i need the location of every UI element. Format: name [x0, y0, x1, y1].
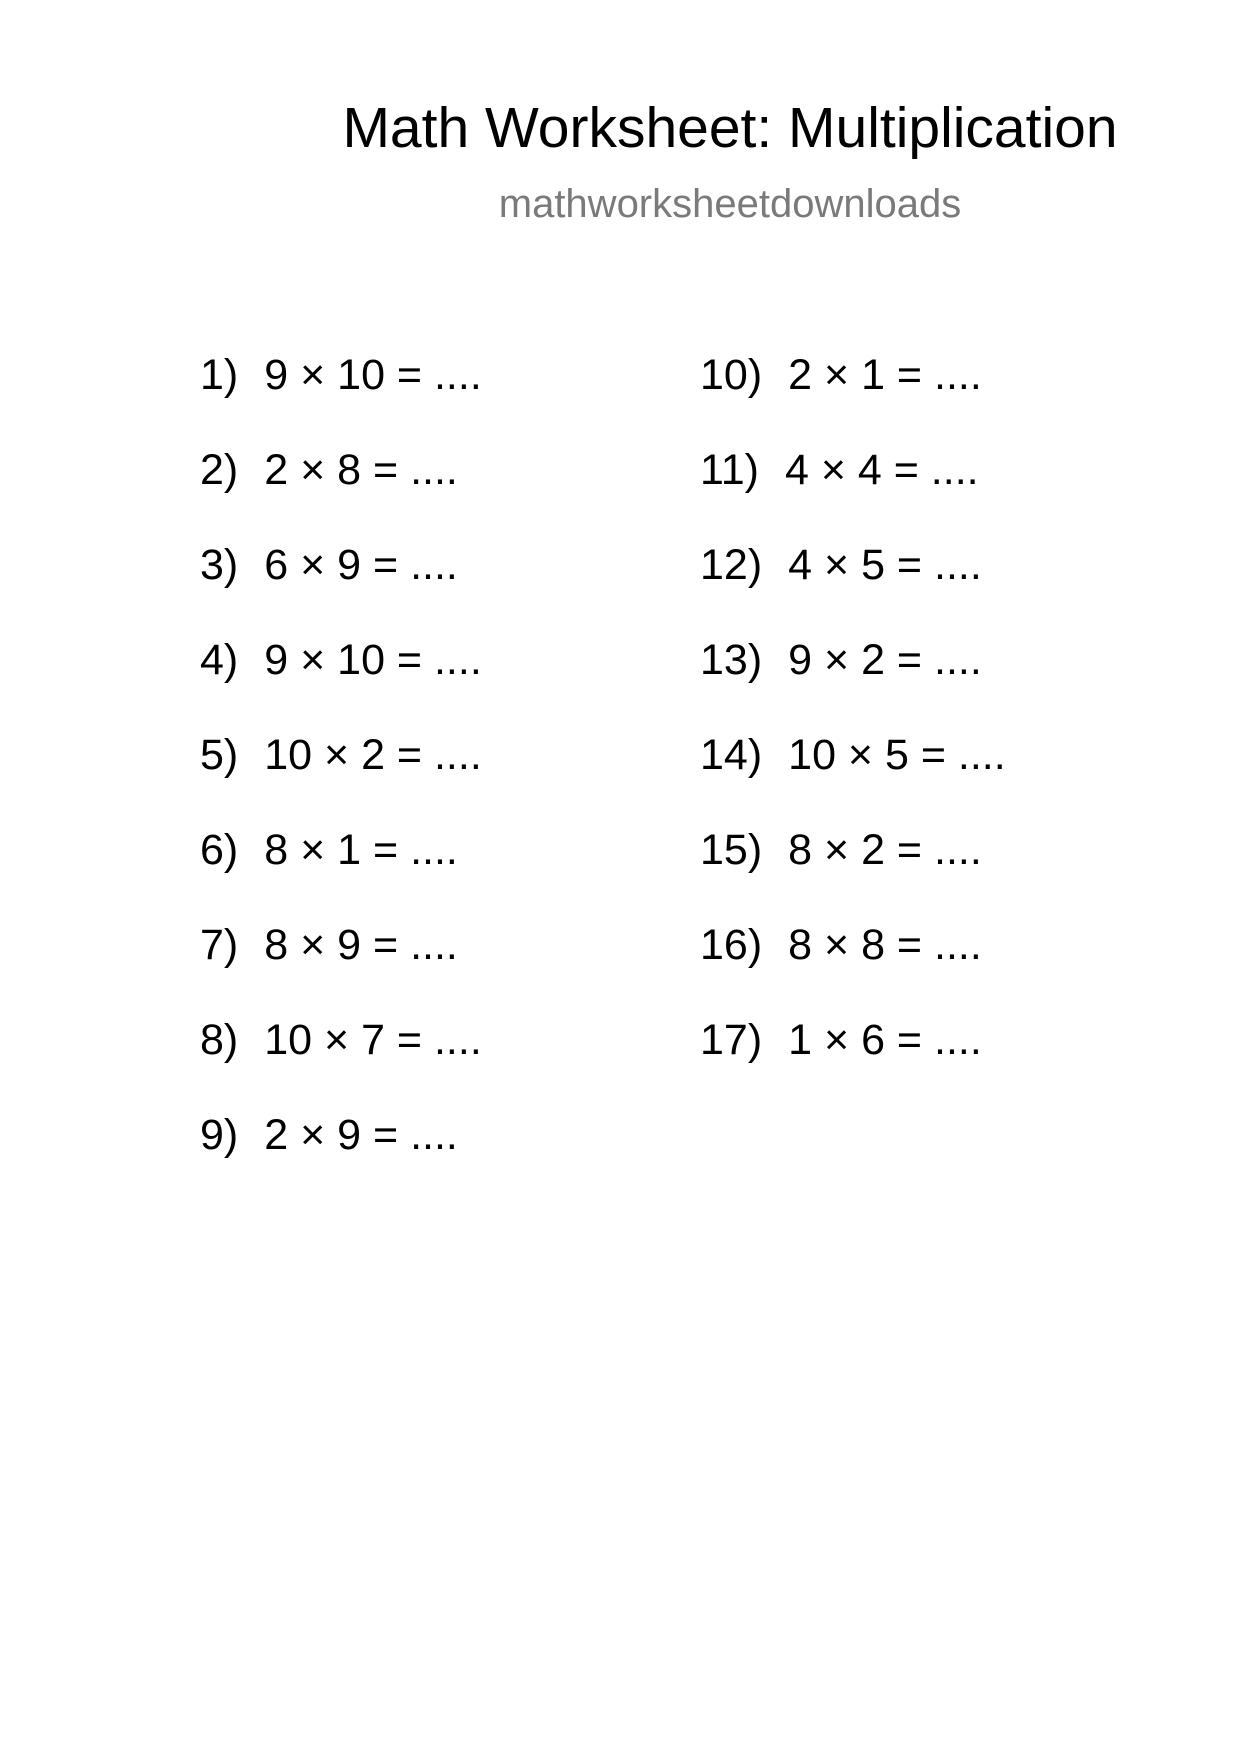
problem-number: 6) — [200, 826, 239, 874]
problem-item — [700, 825, 1006, 920]
problem-expression: 2 × 9 = .... — [264, 1111, 458, 1159]
problem-expression: 9 × 10 = .... — [264, 351, 482, 399]
worksheet-title: Math Worksheet: Multiplication — [342, 96, 1118, 160]
problem-expression: 2 × 1 = .... — [788, 351, 982, 399]
problem-number: 2) — [200, 446, 239, 494]
problem-item — [700, 445, 1006, 540]
problem-number: 8) — [200, 1016, 239, 1064]
problem-expression: 8 × 1 = .... — [264, 826, 458, 874]
problem-expression: 4 × 5 = .... — [788, 541, 982, 589]
problem-item — [200, 350, 482, 445]
problem-expression: 6 × 9 = .... — [264, 541, 458, 589]
problem-number: 13) — [700, 636, 763, 684]
problem-item — [700, 1015, 1006, 1110]
problem-number: 1) — [200, 351, 239, 399]
problem-number: 14) — [700, 731, 763, 779]
problem-number: 15) — [700, 826, 763, 874]
problem-item — [200, 445, 482, 540]
problem-item — [700, 350, 1006, 445]
problem-item — [200, 825, 482, 920]
problem-item — [200, 1110, 482, 1205]
problem-number: 7) — [200, 921, 239, 969]
problem-expression: 1 × 6 = .... — [788, 1016, 982, 1064]
worksheet-source: mathworksheetdownloads — [498, 182, 962, 226]
problem-number: 16) — [700, 921, 763, 969]
problem-expression: 10 × 2 = .... — [264, 731, 482, 779]
problem-expression: 10 × 7 = .... — [264, 1016, 482, 1064]
problem-number: 4) — [200, 636, 239, 684]
problem-number: 3) — [200, 541, 239, 589]
problem-item — [200, 1015, 482, 1110]
problem-expression: 10 × 5 = .... — [788, 731, 1006, 779]
problem-column-left — [200, 350, 482, 1205]
problem-number: 11) — [700, 446, 759, 494]
problem-expression: 9 × 2 = .... — [788, 636, 982, 684]
problem-item — [200, 920, 482, 1015]
problem-expression: 4 × 4 = .... — [784, 446, 979, 494]
problem-item — [200, 540, 482, 635]
problem-item — [200, 635, 482, 730]
problem-item — [700, 540, 1006, 635]
problem-number: 9) — [200, 1111, 239, 1159]
problem-number: 5) — [200, 731, 239, 779]
problem-expression: 9 × 10 = .... — [264, 636, 482, 684]
problem-number: 10) — [700, 351, 763, 399]
problem-number: 12) — [700, 541, 763, 589]
problem-expression: 8 × 9 = .... — [264, 921, 458, 969]
problem-item — [700, 920, 1006, 1015]
problem-expression: 8 × 8 = .... — [788, 921, 982, 969]
problem-expression: 8 × 2 = .... — [788, 826, 982, 874]
problem-item — [200, 730, 482, 825]
problem-item — [700, 730, 1006, 825]
problem-item — [700, 635, 1006, 730]
problem-expression: 2 × 8 = .... — [264, 446, 458, 494]
problem-column-right — [700, 350, 1006, 1110]
problem-number: 17) — [700, 1016, 763, 1064]
